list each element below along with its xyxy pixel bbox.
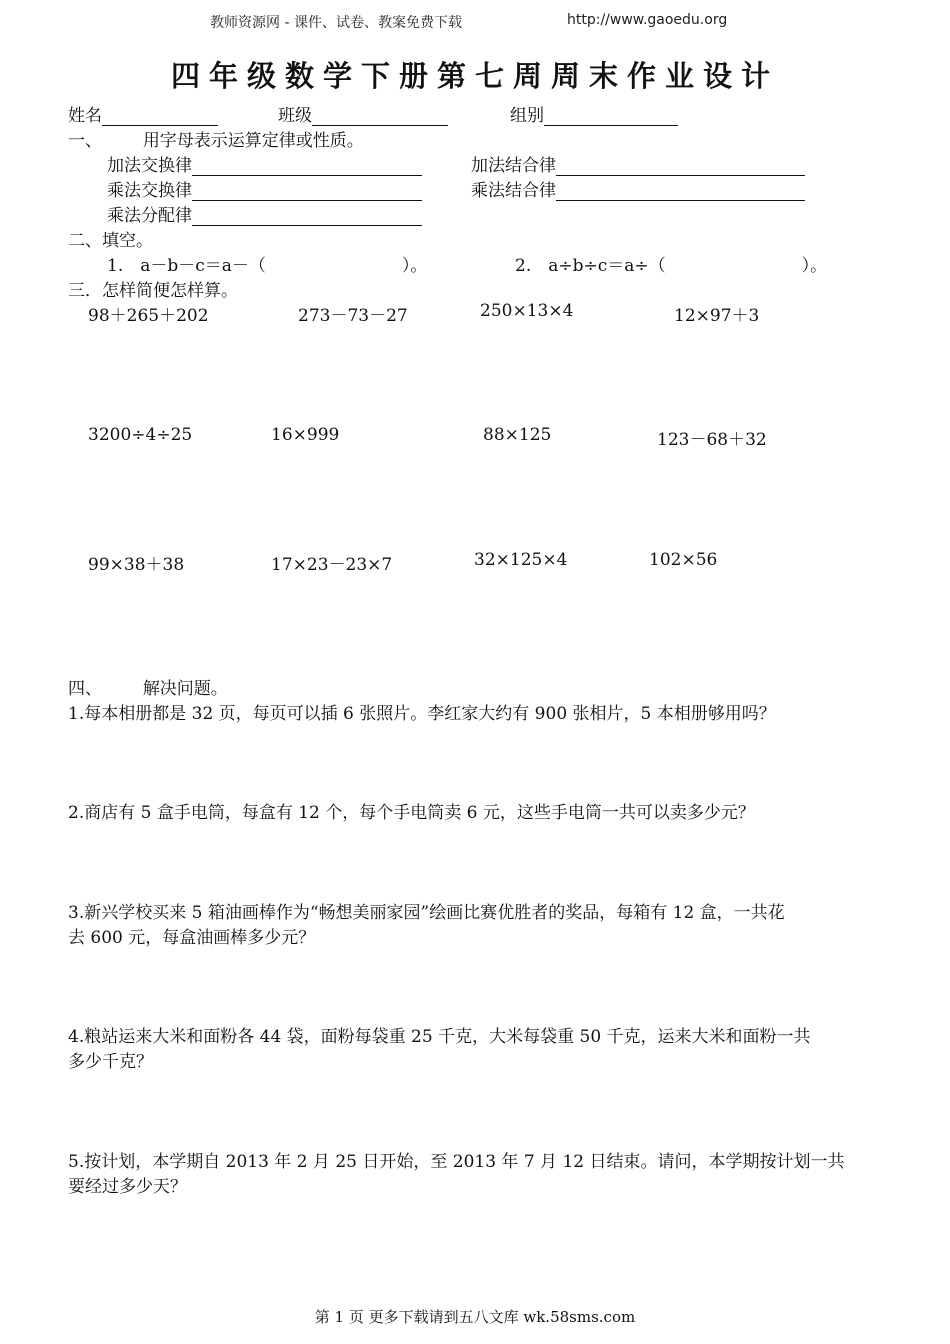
law-add-commutative [107, 151, 422, 176]
section1-heading [68, 126, 364, 151]
law-label: 乘法交换律 [107, 181, 192, 201]
calc-item: 3200÷4÷25 [88, 425, 193, 445]
calc-item: 17×23－23×7 [271, 555, 393, 575]
fill-question-2[interactable]: 2. a÷b÷c＝a÷（ ）。 [515, 256, 828, 276]
section1-text: 用字母表示运算定律或性质。 [142, 131, 364, 151]
class-label: 班级 [278, 106, 312, 126]
answer-blank[interactable] [556, 182, 805, 201]
section4-heading [68, 674, 228, 699]
word-problem-2: 2.商店有 5 盒手电筒，每盒有 12 个，每个手电筒卖 6 元，这些手电筒一共可以卖多少元？ [68, 803, 755, 823]
calc-item: 99×38＋38 [88, 555, 185, 575]
word-problem-5-line1: 5.按计划，本学期自 2013 年 2 月 25 日开始，至 2013 年 7 月 12 日结束。请问，本学期按计划一共 [68, 1152, 845, 1172]
law-mul-commutative [107, 176, 422, 201]
page-title: 四年级数学下册第七周周末作业设计 [170, 59, 779, 93]
calc-item: 102×56 [649, 550, 718, 570]
answer-blank[interactable] [192, 182, 422, 201]
section3-heading: 三．怎样简便怎样算。 [68, 281, 238, 301]
word-problem-3-line1: 3.新兴学校买来 5 箱油画棒作为“畅想美丽家园”绘画比赛优胜者的奖品，每箱有 12 盒，一共花 [68, 903, 785, 923]
word-problem-1: 1.每本相册都是 32 页，每页可以插 6 张照片。李红家大约有 900 张相片，5 本相册够用吗？ [68, 704, 776, 724]
answer-blank[interactable] [556, 157, 805, 176]
name-field[interactable] [68, 101, 218, 126]
law-distributive [107, 201, 422, 226]
calc-item: 16×999 [271, 425, 340, 445]
law-add-associative [471, 151, 805, 176]
word-problem-4-line1: 4.粮站运来大米和面粉各 44 袋，面粉每袋重 25 千克，大米每袋重 50 千克，运来大米和面粉一共 [68, 1027, 811, 1047]
group-blank[interactable] [544, 107, 678, 126]
class-blank[interactable] [312, 107, 448, 126]
law-label: 乘法结合律 [471, 181, 556, 201]
header-site-name: 教师资源网 - 课件、试卷、教案免费下载 [210, 15, 462, 31]
word-problem-3-line2: 去 600 元，每盒油画棒多少元？ [68, 928, 316, 948]
calc-item: 273－73－27 [298, 306, 408, 326]
name-label: 姓名 [68, 106, 102, 126]
calc-item: 32×125×4 [474, 550, 568, 570]
word-problem-5-line2: 要经过多少天？ [68, 1177, 187, 1197]
law-label: 乘法分配律 [107, 206, 192, 226]
group-label: 组别 [510, 106, 544, 126]
section4-text: 解决问题。 [142, 679, 228, 699]
section2-heading: 二、填空。 [68, 231, 153, 251]
calc-item: 250×13×4 [480, 301, 574, 321]
law-label: 加法交换律 [107, 156, 192, 176]
group-field[interactable] [510, 101, 678, 126]
class-field[interactable] [278, 101, 448, 126]
header-site-url[interactable]: http://www.gaoedu.org [567, 12, 728, 28]
calc-item: 123－68＋32 [657, 430, 767, 450]
word-problem-4-line2: 多少千克？ [68, 1052, 153, 1072]
page-footer: 第 1 页 更多下载请到五八文库 wk.58sms.com [314, 1308, 636, 1326]
name-blank[interactable] [102, 107, 218, 126]
calc-item: 88×125 [483, 425, 552, 445]
law-label: 加法结合律 [471, 156, 556, 176]
section4-number: 四、 [68, 679, 102, 699]
law-mul-associative [471, 176, 805, 201]
answer-blank[interactable] [192, 157, 422, 176]
section1-number: 一、 [68, 131, 102, 151]
calc-item: 12×97＋3 [674, 306, 760, 326]
fill-question-1[interactable]: 1. a－b－c＝a－（ ）。 [107, 256, 428, 276]
calc-item: 98＋265＋202 [88, 306, 209, 326]
answer-blank[interactable] [192, 207, 422, 226]
